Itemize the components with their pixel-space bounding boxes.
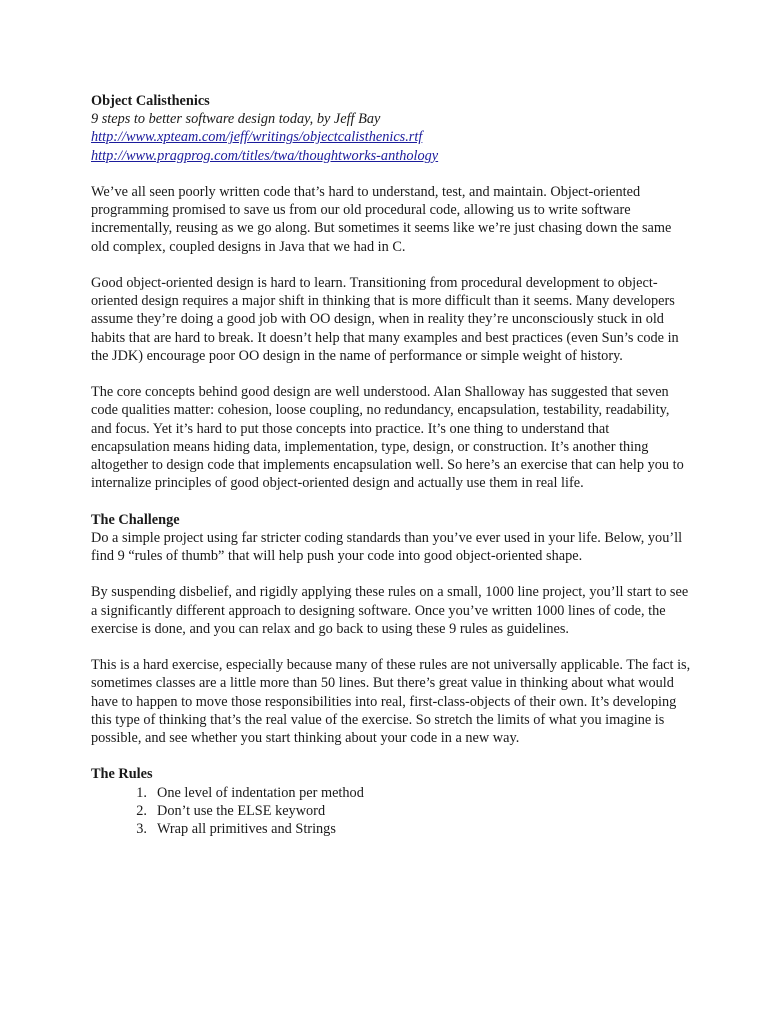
rule-number: 2. [136,802,147,819]
rules-heading: The Rules [91,766,153,783]
document-subtitle: 9 steps to better software design today, by Jeff Bay [91,111,381,128]
challenge-paragraph-2: By suspending disbelief, and rigidly applying these rules on a small, 1000 line project, you’ll start to see a significantly different approach to designing software. Once you’ve written 1000 lines of code, the exercise is done, and you can relax and go back to using these 9 rules as guidelines. [91,584,689,637]
document-page [91,92,691,838]
intro-paragraph-3: The core concepts behind good design are well understood. Alan Shalloway has suggested that seven code qualities matter: cohesion, loose coupling, no redundancy, encapsulation, testability, readability, and focus. Yet it’s hard to put those concepts into practice. It’s one thing to understand that encapsulation means hiding data, implementation, type, design, or construction. It’s another thing altogether to design code that implements encapsulation well. So here’s an exercise that can help you to internalize principles of good object-oriented design and actually use them in real life. [91,384,684,492]
rule-item [91,802,691,820]
rule-text: Wrap all primitives and Strings [157,821,336,838]
rules-list [91,784,691,839]
rule-item [91,784,691,802]
intro-paragraph-2: Good object-oriented design is hard to learn. Transitioning from procedural development to object-oriented design requires a major shift in thinking that is more difficult than it seems. Many developers assume they’re doing a good job with OO design, when in reality they’re unconsciously stuck in old habits that are hard to break. It doesn’t help that many examples and best practices (even Sun’s code in the JDK) encourage poor OO design in the name of performance or simple weight of history. [91,275,679,364]
source-link-rtf[interactable]: http://www.xpteam.com/jeff/writings/objectcalisthenics.rtf [91,129,423,146]
challenge-paragraph-3: This is a hard exercise, especially because many of these rules are not universally applicable. The fact is, sometimes classes are a little more than 50 lines. But there’s great value in thinking about what would have to happen to move those responsibilities into real, first-class-objects of their own. It’s developing this type of thinking that’s the real value of the exercise. So stretch the limits of what you imagine is possible, and see whether you start thinking about your code in a new way. [91,657,691,747]
challenge-heading: The Challenge [91,511,180,528]
source-link-anthology[interactable]: http://www.pragprog.com/titles/twa/thoughtworks-anthology [91,147,439,164]
rule-number: 1. [136,784,147,801]
intro-paragraph-1: We’ve all seen poorly written code that’s hard to understand, test, and maintain. Object-oriented programming promised to save us from our old procedural code, allowing us to write software incrementally, reusing as we go along. But sometimes it seems like we’re just chasing down the same old complex, coupled designs in Java that we had in C. [91,184,672,255]
rule-number: 3. [136,821,147,838]
rule-text: One level of indentation per method [157,784,364,801]
rule-text: Don’t use the ELSE keyword [157,802,326,819]
document-title: Object Calisthenics [91,93,210,109]
challenge-paragraph-1: Do a simple project using far stricter coding standards than you’ve ever used in your life. Below, you’ll find 9 “rules of thumb” that will help push your code into good object-oriented shape. [91,529,683,565]
rule-item [91,820,691,838]
